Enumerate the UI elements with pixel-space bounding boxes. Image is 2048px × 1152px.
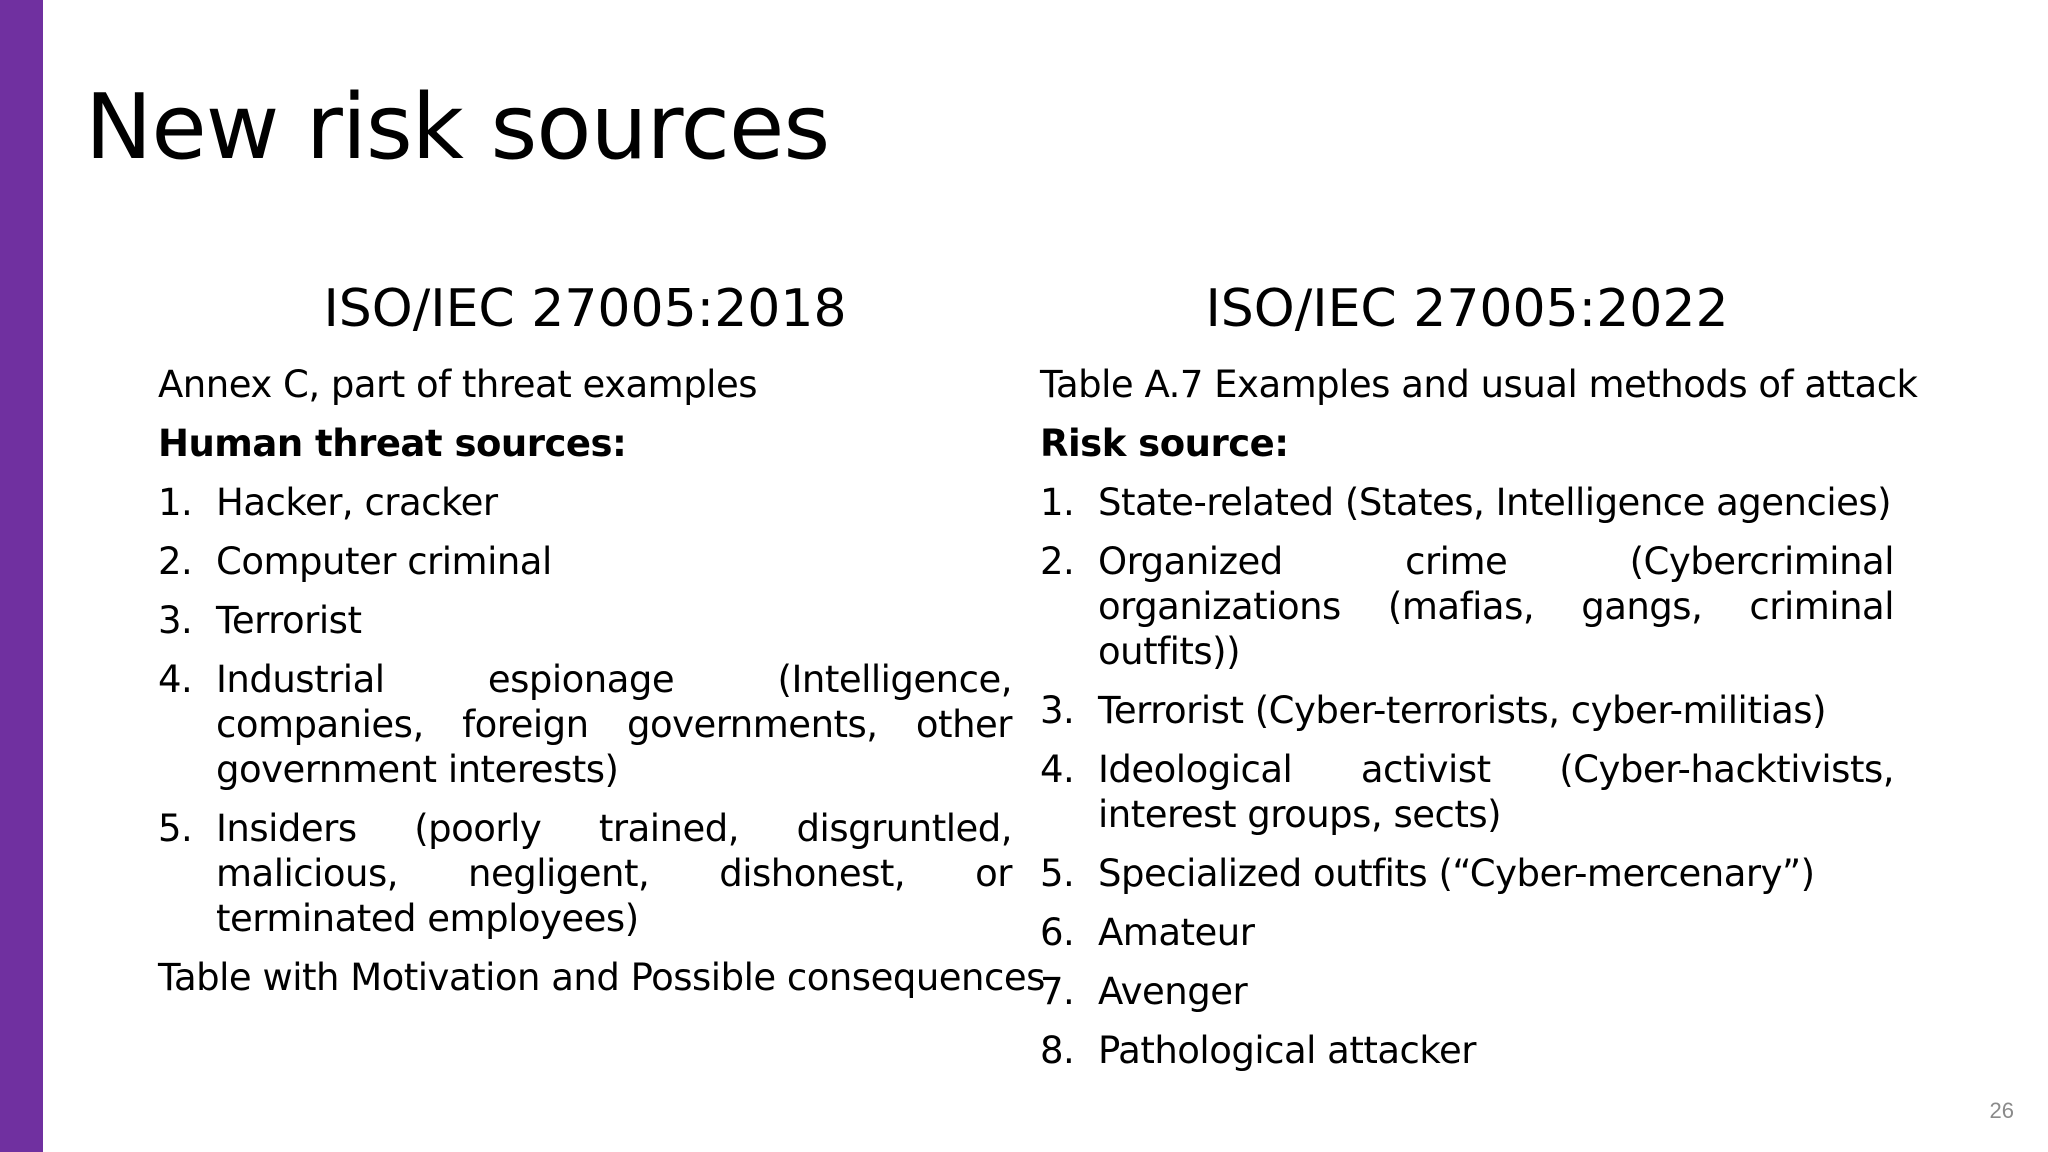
slide-title: New risk sources: [85, 75, 830, 180]
left-intro: Annex C, part of threat examples: [158, 363, 757, 407]
list-item-text: Specialized outfits (“Cyber-mercenary”): [1098, 852, 1815, 896]
right-column-body: [1040, 362, 1918, 1073]
left-subheading: Human threat sources:: [158, 422, 627, 466]
page-number: 26: [1989, 1098, 2014, 1123]
right-intro: Table A.7 Examples and usual methods of attack: [1040, 363, 1918, 407]
list-item-number: 4.: [158, 658, 193, 702]
list-item-text: Hacker, cracker: [216, 481, 498, 525]
list-item: [1040, 747, 1894, 837]
left-footer: Table with Motivation and Possible consequences: [158, 956, 1045, 1000]
list-item-text: Avenger: [1098, 970, 1248, 1014]
list-item: [1040, 851, 1894, 896]
accent-bar: [0, 0, 43, 1152]
list-item-number: 5.: [1040, 852, 1075, 896]
list-item-number: 1.: [158, 481, 193, 525]
list-item-text: Insiders (poorly trained, disgruntled, malicious, negligent, dishonest, or terminated employees): [216, 807, 1012, 941]
list-item: [1040, 1028, 1894, 1073]
list-item-number: 3.: [1040, 689, 1075, 733]
list-item: [1040, 688, 1894, 733]
list-item: [158, 598, 1012, 643]
list-item: [1040, 539, 1894, 674]
left-column-body: [158, 362, 1045, 1000]
list-item-text: Organized crime (Cybercriminal organizations (mafias, gangs, criminal outfits)): [1098, 540, 1894, 674]
list-item: [1040, 969, 1894, 1014]
list-item: [158, 480, 1012, 525]
list-item-number: 7.: [1040, 970, 1075, 1014]
list-item-number: 4.: [1040, 748, 1075, 792]
right-subheading: Risk source:: [1040, 422, 1289, 466]
list-item-text: Terrorist (Cyber-terrorists, cyber-militias): [1098, 689, 1827, 733]
right-list: [1040, 480, 1894, 1073]
list-item-number: 3.: [158, 599, 193, 643]
list-item: [158, 539, 1012, 584]
list-item-text: Ideological activist (Cyber-hacktivists, interest groups, sects): [1098, 748, 1894, 837]
list-item: [158, 657, 1012, 792]
list-item-number: 2.: [1040, 540, 1075, 584]
list-item-number: 5.: [158, 807, 193, 851]
list-item-text: Terrorist: [216, 599, 362, 643]
list-item-text: Industrial espionage (Intelligence, companies, foreign governments, other government interests): [216, 658, 1012, 792]
list-item: [1040, 910, 1894, 955]
left-list: [158, 480, 1012, 941]
left-column: [158, 278, 1045, 1014]
list-item-number: 8.: [1040, 1029, 1075, 1073]
left-column-heading: ISO/IEC 27005:2018: [323, 279, 847, 339]
list-item-text: State-related (States, Intelligence agencies): [1098, 481, 1892, 525]
list-item: [1040, 480, 1894, 525]
list-item: [158, 806, 1012, 941]
right-column: [1040, 278, 1918, 1087]
list-item-number: 1.: [1040, 481, 1075, 525]
list-item-number: 6.: [1040, 911, 1075, 955]
list-item-text: Computer criminal: [216, 540, 552, 584]
right-column-heading: ISO/IEC 27005:2022: [1205, 279, 1729, 339]
list-item-text: Pathological attacker: [1098, 1029, 1476, 1073]
list-item-text: Amateur: [1098, 911, 1255, 955]
list-item-number: 2.: [158, 540, 193, 584]
